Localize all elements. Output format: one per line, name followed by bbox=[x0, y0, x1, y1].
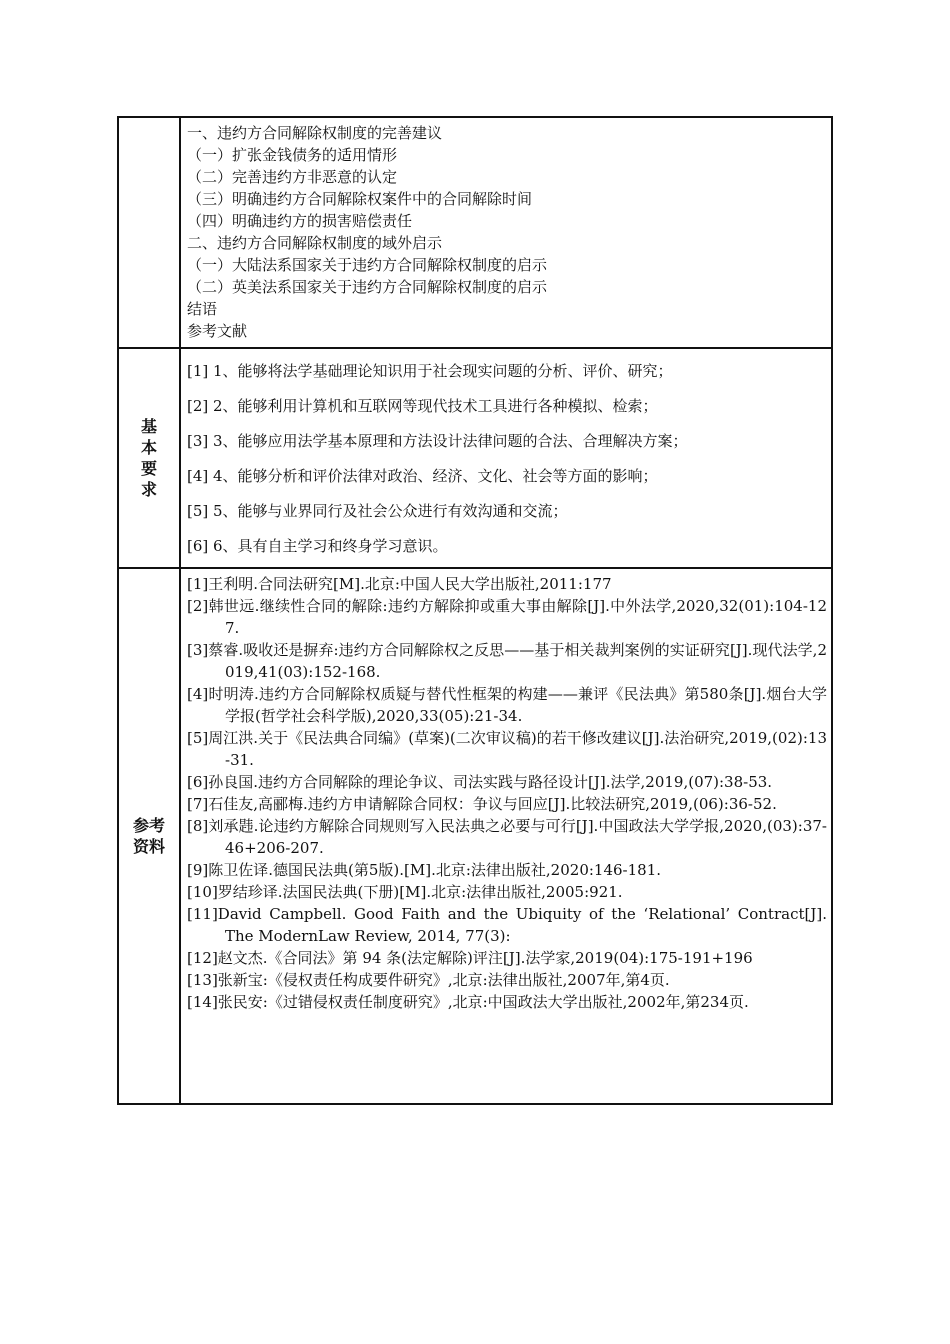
label-line: 参考 bbox=[132, 816, 165, 835]
label-char: 求 bbox=[140, 480, 157, 499]
basic-requirements-content bbox=[180, 348, 832, 568]
reference-item: [1]王利明.合同法研究[M].北京:中国人民大学出版社,2011:177 bbox=[187, 575, 612, 593]
outline-item: 参考文献 bbox=[187, 322, 248, 340]
outline-row bbox=[118, 117, 832, 348]
references-row bbox=[118, 568, 832, 1104]
outline-item: 一、违约方合同解除权制度的完善建议 bbox=[187, 124, 443, 142]
reference-item: [6]孙良国.违约方合同解除的理论争议、司法实践与路径设计[J].法学,2019,(07):38-53. bbox=[187, 773, 773, 791]
outline-item: （四）明确违约方的损害赔偿责任 bbox=[187, 212, 413, 230]
requirement-item: [5] 5、能够与业界同行及社会公众进行有效沟通和交流； bbox=[187, 502, 568, 520]
reference-item: [10]罗结珍译.法国民法典(下册)[M].北京:法律出版社,2005:921. bbox=[187, 883, 623, 901]
outline-content-cell bbox=[180, 117, 832, 348]
outline-item: 二、违约方合同解除权制度的域外启示 bbox=[187, 234, 443, 252]
reference-item: [5]周江洪.关于《民法典合同编》(草案)(二次审议稿)的若干修改建议[J].法治研究,2019,(02):13-31. bbox=[187, 729, 827, 769]
outline-item: （二）英美法系国家关于违约方合同解除权制度的启示 bbox=[187, 278, 548, 296]
reference-item: [11]David Campbell. Good Faith and the Ubiquity of the ‘Relational’ Contract[J]. The ModernLaw Review, 2014, 77(3): bbox=[187, 905, 827, 945]
label-char: 基 bbox=[140, 417, 157, 436]
outline-item: （三）明确违约方合同解除权案件中的合同解除时间 bbox=[187, 190, 533, 208]
outline-item: （一）扩张金钱债务的适用情形 bbox=[187, 146, 398, 164]
reference-item: [9]陈卫佐译.德国民法典(第5版).[M].北京:法律出版社,2020:146-181. bbox=[187, 861, 662, 879]
reference-item: [8]刘承韪.论违约方解除合同规则写入民法典之必要与可行[J].中国政法大学学报,2020,(03):37-46+206-207. bbox=[187, 817, 827, 857]
label-char: 本 bbox=[140, 438, 157, 457]
outline-item: 结语 bbox=[187, 300, 218, 318]
reference-item: [14]张民安:《过错侵权责任制度研究》,北京:中国政法大学出版社,2002年,第234页. bbox=[187, 993, 749, 1011]
reference-item: [2]韩世远.继续性合同的解除:违约方解除抑或重大事由解除[J].中外法学,2020,32(01):104-127. bbox=[187, 597, 827, 637]
requirement-item: [1] 1、能够将法学基础理论知识用于社会现实问题的分析、评价、研究； bbox=[187, 362, 673, 380]
requirement-item: [6] 6、具有自主学习和终身学习意识。 bbox=[187, 537, 448, 555]
requirement-item: [4] 4、能够分析和评价法律对政治、经济、文化、社会等方面的影响； bbox=[187, 467, 658, 485]
reference-item: [7]石佳友,高郦梅.违约方申请解除合同权：争议与回应[J].比较法研究,2019,(06):36-52. bbox=[187, 795, 777, 813]
label-line: 资料 bbox=[132, 837, 165, 856]
reference-item: [13]张新宝:《侵权责任构成要件研究》,北京:法律出版社,2007年,第4页. bbox=[187, 971, 670, 989]
basic-requirements-label bbox=[118, 348, 180, 568]
basic-requirements-row bbox=[118, 348, 832, 568]
reference-item: [3]蔡睿.吸收还是摒弃:违约方合同解除权之反思——基于相关裁判案例的实证研究[J].现代法学,2019,41(03):152-168. bbox=[187, 641, 827, 681]
references-label bbox=[118, 568, 180, 1104]
label-char: 要 bbox=[140, 459, 157, 478]
requirement-item: [3] 3、能够应用法学基本原理和方法设计法律问题的合法、合理解决方案； bbox=[187, 432, 688, 450]
requirement-item: [2] 2、能够利用计算机和互联网等现代技术工具进行各种模拟、检索； bbox=[187, 397, 658, 415]
outline-item: （二）完善违约方非恶意的认定 bbox=[187, 168, 398, 186]
reference-item: [12]赵文杰.《合同法》第 94 条(法定解除)评注[J].法学家,2019(04):175-191+196 bbox=[187, 949, 753, 967]
references-content bbox=[180, 568, 832, 1104]
outline-label-cell bbox=[118, 117, 180, 348]
reference-item: [4]时明涛.违约方合同解除权质疑与替代性框架的构建——兼评《民法典》第580条[J].烟台大学学报(哲学社会科学版),2020,33(05):21-34. bbox=[187, 685, 827, 725]
outline-item: （一）大陆法系国家关于违约方合同解除权制度的启示 bbox=[187, 256, 548, 274]
thesis-form-table bbox=[117, 116, 833, 1105]
